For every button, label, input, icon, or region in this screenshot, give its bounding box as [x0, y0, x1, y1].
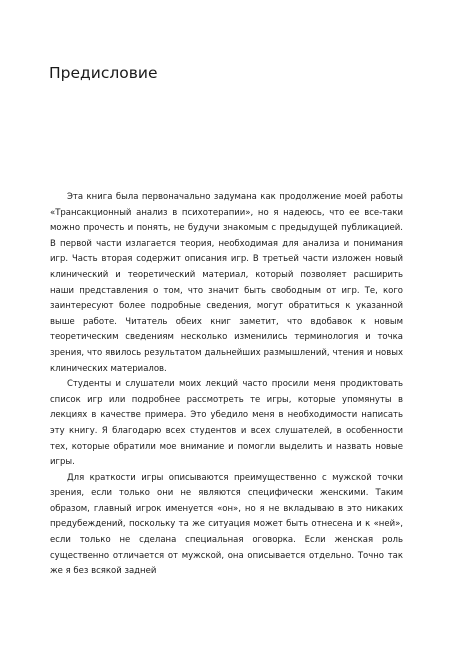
paragraph-2: Студенты и слушатели моих лекций часто просили меня продиктовать список игр или подробнее рассмотреть те игры, которые упомянуты в лекциях в качестве примера. Это убедило меня в необходимости написать эту книгу. Я благодарю всех студентов и всех слушателей, в особенности тех, которые обратили мое внимание и помогли выделить и назвать новые игры.	[50, 379, 403, 468]
paragraph-3: Для краткости игры описываются преимущественно с мужской точки зрения, если только они не являются специфически женскими. Таким образом, главный игрок именуется «он», но я не вкладываю в это никаких предубеждений, поскольку та же ситуация может быть отнесена и к «ней», если только не сделана специальная оговорка. Если женская роль существенно отличается от мужской, она описывается отдельно. Точно так же я без всякой задней	[50, 472, 403, 577]
page-title: Предисловие	[49, 64, 158, 82]
paragraph-1: Эта книга была первоначально задумана как продолжение моей работы «Трансакционный анализ в психотерапии», но я надеюсь, что ее все-таки можно прочесть и понять, не будучи знакомым с предыдущей публикацией. В первой части излагается теория, необходимая для анализа и понимания игр. Часть вторая содержит описания игр. В третьей части изложен новый клинический и теоретический материал, который позволяет расширить наши представления о том, что значит быть свободным от игр. Те, кого заинтересуют более подробные сведения, могут обратиться к указанной выше работе. Читатель обеих книг заметит, что вдобавок к новым теоретическим сведениям несколько изменились терминология и точка зрения, что явилось результатом дальнейших размышлений, чтения и новых клинических материалов.	[50, 192, 403, 374]
body-text	[50, 190, 403, 580]
